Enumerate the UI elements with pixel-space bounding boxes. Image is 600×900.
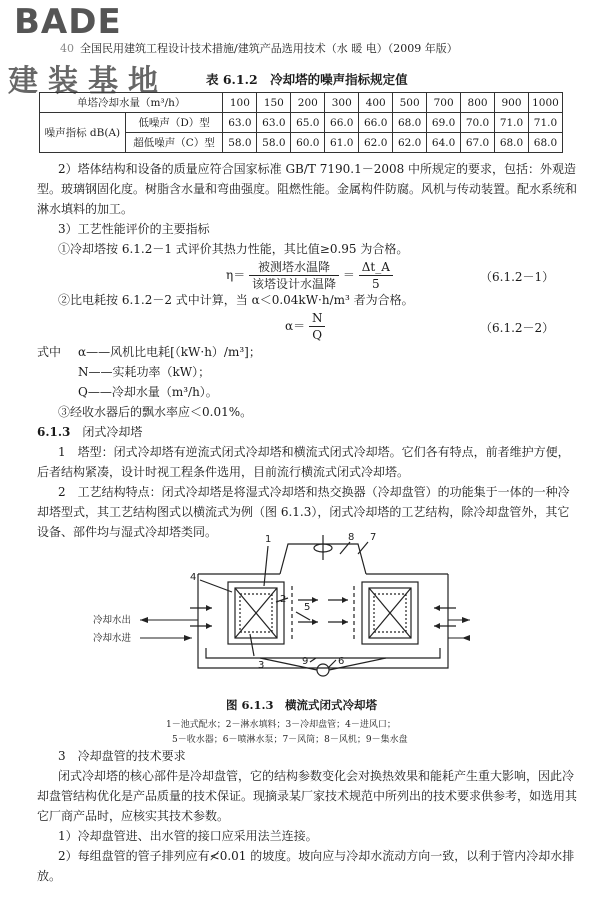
paragraph-tower-type-line-2: 后者结构紧凑，设计时视工程条件选用，目前流行横流式闭式冷却塔。 (37, 465, 410, 479)
table-cell: 64.0 (427, 133, 461, 153)
formula-6-1-2-2 (285, 310, 325, 343)
figure-legend-line-2: 5－收水器；6－喷淋水泵；7－风筒；8－风机；9－集水盘 (172, 735, 408, 745)
table-row-label: 低噪声（D）型 (125, 113, 223, 133)
table-cell: 68.0 (393, 113, 427, 133)
running-title: 全国民用建筑工程设计技术措施/建筑产品选用技术（水 暖 电）（2009 年版） (80, 42, 458, 55)
where-alpha: α——风机比电耗[（kW·h）/m³]； (78, 345, 261, 359)
paragraph-structure-line-2: 却塔型式，其工艺结构图式以横流式为例（图 6.1.3），闭式冷却塔的工艺结构，除冷却盘管外，其它 (37, 505, 570, 519)
page-number: 40 (60, 42, 74, 55)
where-q: Q——冷却水量（m³/h）。 (78, 385, 218, 399)
where-lead: 式中 (37, 345, 62, 359)
table-cell: 69.0 (427, 113, 461, 133)
table-cell: 68.0 (495, 133, 529, 153)
formula-equals: ＝ (342, 268, 355, 282)
where-n: N——实耗功率（kW）； (78, 365, 211, 379)
callout-9: 9 (302, 656, 309, 667)
formula-lhs: η＝ (226, 268, 246, 282)
formula-lhs: α＝ (285, 319, 306, 333)
fraction-numerator: 被测塔水温降 (249, 259, 339, 276)
collection-basin (206, 648, 440, 658)
spray-pump-icon (317, 664, 329, 676)
item-flange-connection: 1）冷却盘管进、出水管的接口应采用法兰连接。 (58, 829, 318, 843)
paragraph-tower-type-line-1: 1 塔型：闭式冷却塔有逆流式闭式冷却塔和横流式闭式冷却塔。它们各有特点，前者维护方便， (58, 445, 570, 459)
callout-1: 1 (265, 534, 272, 545)
fraction-denominator: 该塔设计水温降 (252, 277, 337, 291)
table-head-cell: 100 (223, 93, 257, 113)
table-cell: 70.0 (461, 113, 495, 133)
table-cell: 71.0 (495, 113, 529, 133)
paragraph-2-line-3: 淋水填料的加工。 (37, 202, 134, 216)
table-cell: 62.0 (359, 133, 393, 153)
table-head-cell: 900 (495, 93, 529, 113)
crossflow-tower-diagram (140, 530, 470, 685)
fraction (359, 259, 393, 292)
heading-process-indexes: 3）工艺性能评价的主要指标 (58, 222, 210, 236)
paragraph-structure-line-1: 2 工艺结构特点：闭式冷却塔是将湿式冷却塔和热交换器（冷却盘管）的功能集于一体的一种冷 (58, 485, 570, 499)
table-head-cell: 150 (257, 93, 291, 113)
table-row (40, 113, 563, 133)
table-head-cell: 200 (291, 93, 325, 113)
table-head-cell: 300 (325, 93, 359, 113)
table-head-cell: 500 (393, 93, 427, 113)
equation-number: （6.1.2－2） (480, 321, 555, 335)
table-head-cell: 400 (359, 93, 393, 113)
callout-8: 8 (348, 532, 355, 543)
label-water-in: 冷却水进 (93, 633, 132, 644)
table-group-label: 噪声指标 dB(A) (40, 113, 126, 153)
item-drift-rate: ③经收水器后的飘水率应＜0.01%。 (58, 405, 253, 419)
callout-4: 4 (190, 572, 197, 583)
figure-caption: 图 6.1.3 横流式闭式冷却塔 (226, 698, 378, 712)
table-cell: 58.0 (257, 133, 291, 153)
callout-7: 7 (370, 532, 377, 543)
running-header (60, 40, 458, 56)
section-number: 6.1.3 (37, 425, 71, 439)
table-cell: 63.0 (223, 113, 257, 133)
callout-2: 2 (280, 594, 287, 605)
paragraph-2-line-1: 2）塔体结构和设备的质量应符合国家标准 GB/T 7190.1－2008 中所规定的要求，包括：外观造 (58, 162, 577, 176)
section-title: 闭式冷却塔 (82, 425, 143, 439)
section-heading-6-1-3 (37, 422, 142, 442)
section-heading-coil-requirements: 3 冷却盘管的技术要求 (58, 749, 186, 763)
table-cell: 68.0 (528, 133, 562, 153)
table-cell: 66.0 (359, 113, 393, 133)
table-cell: 63.0 (257, 113, 291, 133)
table-head-cell: 800 (461, 93, 495, 113)
noise-table (39, 92, 563, 153)
table-title: 表 6.1.2 冷却塔的噪声指标规定值 (206, 72, 408, 87)
fraction-denominator: Q (312, 328, 323, 342)
table-cell: 65.0 (291, 113, 325, 133)
table-head-cell: 1000 (528, 93, 562, 113)
table-cell: 67.0 (461, 133, 495, 153)
figure-legend-line-1: 1－池式配水；2－淋水填料；3－冷却盘管；4－进风口； (166, 720, 396, 730)
callout-6: 6 (338, 656, 345, 667)
table-cell: 62.0 (393, 133, 427, 153)
callout-3: 3 (258, 660, 265, 671)
paragraph-structure-line-3: 设备、部件均与湿式冷却塔类同。 (37, 525, 218, 539)
table-cell: 61.0 (325, 133, 359, 153)
table-head-label: 单塔冷却水量（m³/h） (40, 93, 223, 113)
paragraph-coil-line-3: 它厂商产品时，应核实其技术参数。 (37, 809, 230, 823)
table-cell: 60.0 (291, 133, 325, 153)
table-cell: 66.0 (325, 113, 359, 133)
brand-logo: BADE (14, 2, 122, 42)
fraction-denominator: 5 (371, 277, 380, 291)
fraction (249, 259, 339, 292)
paragraph-coil-line-2: 却盘管结构优化是产品质量的技术保证。现摘录某厂家技术规范中所列出的技术要求供参考，如选用其 (37, 789, 578, 803)
paragraph-coil-line-1: 闭式冷却塔的核心部件是冷却盘管，它的结构参数变化会对换热效果和能耗产生重大影响，因此冷 (58, 769, 575, 783)
fraction-numerator: N (309, 310, 326, 327)
table-cell: 58.0 (223, 133, 257, 153)
table-header-row (40, 93, 563, 113)
item-thermal-performance: ①冷却塔按 6.1.2－1 式评价其热力性能，其比值≥0.95 为合格。 (58, 242, 409, 256)
fraction-numerator: Δt_A (359, 259, 393, 276)
label-water-out: 冷却水出 (93, 615, 132, 626)
item-specific-power: ②比电耗按 6.1.2－2 式中计算，当 α＜0.04kW·h/m³ 者为合格。 (58, 293, 414, 307)
table-cell: 71.0 (528, 113, 562, 133)
item-slope-line-2: 放。 (37, 869, 62, 883)
equation-number: （6.1.2－1） (480, 270, 555, 284)
table-head-cell: 700 (427, 93, 461, 113)
fraction (309, 310, 326, 343)
table-row-label: 超低噪声（C）型 (125, 133, 223, 153)
paragraph-2-line-2: 型。玻璃钢固化度。树脂含水量和弯曲强度。阻燃性能。金属构件防腐。风机与传动装置。配水系统和 (37, 182, 578, 196)
callout-5: 5 (304, 602, 311, 613)
item-slope-line-1: 2）每组盘管的管子排列应有≮0.01 的坡度。坡向应与冷却水流动方向一致，以利于管内冷却水排 (58, 849, 575, 863)
formula-6-1-2-1 (226, 259, 393, 292)
brand-logo-subtitle: 建装基地 (8, 64, 168, 99)
